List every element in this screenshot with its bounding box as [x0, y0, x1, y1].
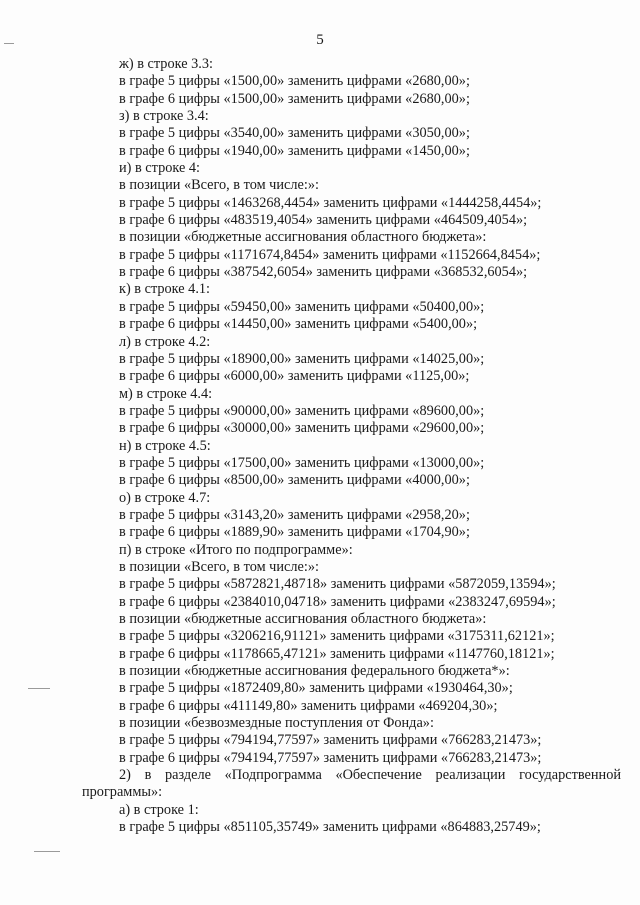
text-line: в графе 6 цифры «1500,00» заменить цифрами «2680,00»; — [119, 90, 470, 107]
text-line: в графе 6 цифры «1889,90» заменить цифрами «1704,90»; — [119, 524, 470, 541]
text-line: в графе 5 цифры «1463268,4454» заменить цифрами «1444258,4454»; — [119, 194, 542, 211]
text-line: в позиции «безвозмездные поступления от Фонда»: — [119, 715, 434, 732]
text-line: п) в строке «Итого по подпрограмме»: — [119, 541, 353, 558]
text-line: з) в строке 3.4: — [119, 108, 209, 125]
text-line: в графе 5 цифры «1171674,8454» заменить цифрами «1152664,8454»; — [119, 246, 541, 263]
text-line: в графе 6 цифры «8500,00» заменить цифрами «4000,00»; — [119, 472, 470, 489]
text-line: в графе 6 цифры «14450,00» заменить цифрами «5400,00»; — [119, 316, 478, 333]
text-line: к) в строке 4.1: — [119, 281, 211, 298]
text-line: в графе 6 цифры «387542,6054» заменить цифрами «368532,6054»; — [119, 264, 528, 281]
text-line: в графе 5 цифры «59450,00» заменить цифрами «50400,00»; — [119, 298, 485, 315]
scan-mark — [28, 688, 50, 689]
text-line: в графе 6 цифры «2384010,04718» заменить цифрами «2383247,69594»; — [119, 593, 556, 610]
section-paragraph: 2) в разделе «Подпрограмма «Обеспечение реализации государственной программы»: — [82, 767, 621, 801]
text-line: в графе 5 цифры «3143,20» заменить цифрами «2958,20»; — [119, 506, 470, 523]
text-line: в графе 6 цифры «1940,00» заменить цифрами «1450,00»; — [119, 142, 470, 159]
text-line: в позиции «Всего, в том числе:»: — [119, 558, 319, 575]
page-number: 5 — [316, 32, 324, 48]
text-line: в позиции «бюджетные ассигнования областного бюджета»: — [119, 229, 487, 246]
text-line: в графе 5 цифры «3206216,91121» заменить цифрами «3175311,62121»; — [119, 628, 555, 645]
text-line: в графе 5 цифры «794194,77597» заменить цифрами «766283,21473»; — [119, 732, 542, 749]
text-line: а) в строке 1: — [119, 801, 199, 818]
text-line: в графе 6 цифры «411149,80» заменить цифрами «469204,30»; — [119, 697, 498, 714]
document-body — [82, 56, 621, 836]
text-line: в позиции «бюджетные ассигнования федерального бюджета*»: — [119, 663, 510, 680]
text-line: л) в строке 4.2: — [119, 333, 211, 350]
text-line: в графе 6 цифры «1178665,47121» заменить цифрами «1147760,18121»; — [119, 645, 555, 662]
text-line: в графе 5 цифры «3540,00» заменить цифрами «3050,00»; — [119, 125, 470, 142]
text-line: о) в строке 4.7: — [119, 489, 211, 506]
text-line: в графе 6 цифры «483519,4054» заменить цифрами «464509,4054»; — [119, 212, 528, 229]
text-line: в графе 6 цифры «6000,00» заменить цифрами «1125,00»; — [119, 368, 470, 385]
text-line: в графе 5 цифры «90000,00» заменить цифрами «89600,00»; — [119, 402, 485, 419]
text-line: в графе 6 цифры «30000,00» заменить цифрами «29600,00»; — [119, 420, 485, 437]
text-line: в графе 6 цифры «794194,77597» заменить цифрами «766283,21473»; — [119, 749, 542, 766]
text-line: в позиции «Всего, в том числе:»: — [119, 177, 319, 194]
text-line: ж) в строке 3.3: — [119, 56, 213, 72]
text-line: в графе 5 цифры «1500,00» заменить цифрами «2680,00»; — [119, 73, 470, 90]
text-line: м) в строке 4.4: — [119, 385, 213, 402]
text-line: в графе 5 цифры «17500,00» заменить цифрами «13000,00»; — [119, 454, 485, 471]
text-line: в графе 5 цифры «851105,35749» заменить цифрами «864883,25749»; — [119, 819, 541, 836]
text-line: н) в строке 4.5: — [119, 437, 211, 454]
text-line: в позиции «бюджетные ассигнования областного бюджета»: — [119, 611, 487, 627]
text-line: и) в строке 4: — [119, 160, 201, 177]
text-line: в графе 5 цифры «5872821,48718» заменить цифрами «5872059,13594»; — [119, 576, 556, 593]
text-line: в графе 5 цифры «18900,00» заменить цифрами «14025,00»; — [119, 350, 485, 367]
scan-mark — [34, 851, 60, 852]
text-line: в графе 5 цифры «1872409,80» заменить цифрами «1930464,30»; — [119, 680, 513, 697]
